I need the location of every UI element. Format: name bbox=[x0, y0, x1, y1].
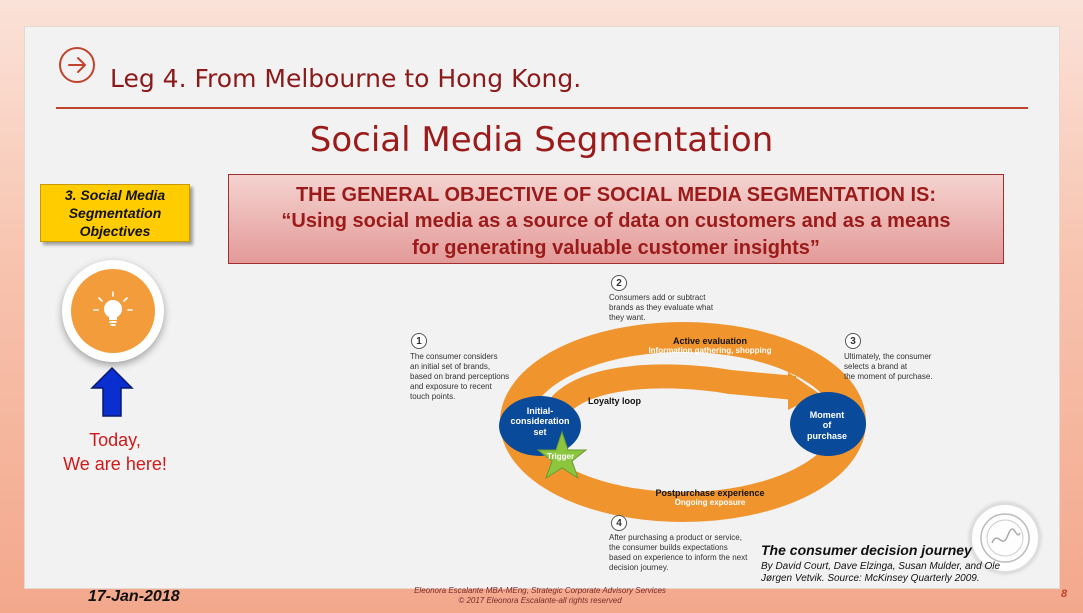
objective-quote-line-1: “Using social media as a source of data on customers and as a means bbox=[281, 210, 951, 233]
slide-title: Social Media Segmentation bbox=[309, 120, 774, 160]
objective-heading: THE GENERAL OBJECTIVE OF SOCIAL MEDIA SEGMENTATION IS: bbox=[295, 184, 937, 206]
step-4-line-3: based on experience to inform the next bbox=[609, 553, 748, 562]
loyalty-loop-label: Loyalty loop bbox=[588, 396, 642, 406]
trigger-label: Trigger bbox=[547, 452, 575, 461]
moment-line-2: of bbox=[822, 420, 832, 431]
moment-of-purchase-label bbox=[792, 410, 862, 441]
postpurchase-title: Postpurchase experience bbox=[655, 488, 765, 498]
step-1-line-5: touch points. bbox=[410, 392, 456, 401]
step-2-text bbox=[609, 293, 749, 323]
step-4-number: 4 bbox=[611, 515, 627, 531]
postpurchase-subtitle: Ongoing exposure bbox=[674, 498, 746, 508]
footer-credit bbox=[330, 586, 750, 607]
step-1-line-2: an initial set of brands, bbox=[410, 362, 491, 371]
step-4-line-1: After purchasing a product or service, bbox=[609, 533, 742, 542]
footer-line-1: Eleonora Escalante MBA-MEng, Strategic Corporate Advisory Services bbox=[414, 586, 666, 595]
step-3-line-1: Ultimately, the consumer bbox=[844, 352, 932, 361]
step-3-line-2: selects a brand at bbox=[844, 362, 908, 371]
initial-line-2: consideration bbox=[510, 416, 570, 427]
signature-seal-icon bbox=[978, 511, 1032, 565]
initial-consideration-label bbox=[502, 406, 578, 437]
moment-line-3: purchase bbox=[806, 430, 848, 441]
lightbulb-icon bbox=[91, 289, 135, 333]
step-2-line-1: Consumers add or subtract bbox=[609, 293, 706, 302]
active-evaluation-title: Active evaluation bbox=[672, 336, 748, 346]
active-evaluation-label bbox=[600, 336, 820, 356]
step-3-line-3: the moment of purchase. bbox=[844, 372, 933, 381]
today-line-1: Today, bbox=[89, 430, 141, 450]
step-4-line-4: decision journey. bbox=[609, 563, 669, 572]
footer-date: 17-Jan-2018 bbox=[88, 588, 180, 605]
postpurchase-label bbox=[600, 488, 820, 508]
step-3-number: 3 bbox=[845, 333, 861, 349]
step-2-line-3: they want. bbox=[609, 313, 646, 322]
arrow-up-icon bbox=[90, 366, 134, 418]
step-1-line-4: and exposure to recent bbox=[410, 382, 492, 391]
objective-quote-line-2: for generating valuable customer insights” bbox=[412, 236, 820, 259]
objective-box bbox=[228, 174, 1004, 264]
caption-title: The consumer decision journey bbox=[761, 542, 972, 558]
badge-line-1: 3. Social Media bbox=[64, 186, 166, 203]
page-number: 8 bbox=[1061, 588, 1068, 600]
footer-line-2: © 2017 Eleonora Escalante-all rights reserved bbox=[458, 596, 622, 606]
badge-line-3: Objectives bbox=[79, 223, 151, 240]
header-title: Leg 4. From Melbourne to Hong Kong. bbox=[110, 64, 582, 93]
section-badge bbox=[40, 184, 190, 242]
today-label bbox=[40, 428, 190, 477]
step-2-number: 2 bbox=[611, 275, 627, 291]
decision-journey-diagram bbox=[400, 270, 960, 580]
caption-credit-line-1: By David Court, Dave Elzinga, Susan Mulder, and Ole bbox=[761, 561, 1001, 572]
lightbulb-badge bbox=[62, 260, 164, 362]
caption-credit-line-2: Jørgen Vetvik. Source: McKinsey Quarterly 2009. bbox=[761, 573, 980, 584]
header-divider bbox=[56, 107, 1028, 109]
arrow-circle-right-icon bbox=[58, 46, 96, 84]
badge-line-2: Segmentation bbox=[68, 204, 162, 221]
step-1-line-3: based on brand perceptions bbox=[410, 372, 510, 381]
moment-line-1: Moment bbox=[809, 410, 845, 420]
step-2-line-2: brands as they evaluate what bbox=[609, 303, 714, 312]
step-3-text bbox=[844, 352, 959, 382]
initial-line-3: set bbox=[533, 426, 547, 437]
caption-credit bbox=[761, 561, 1031, 585]
step-1-number: 1 bbox=[411, 333, 427, 349]
today-line-2: We are here! bbox=[63, 454, 167, 475]
step-4-line-2: the consumer builds expectations bbox=[609, 543, 728, 552]
step-4-text bbox=[609, 533, 769, 573]
step-1-text bbox=[410, 352, 530, 402]
step-1-line-1: The consumer considers bbox=[410, 352, 498, 361]
active-evaluation-subtitle: Information gathering, shopping bbox=[648, 346, 772, 356]
initial-line-1: Initial- bbox=[526, 406, 554, 416]
